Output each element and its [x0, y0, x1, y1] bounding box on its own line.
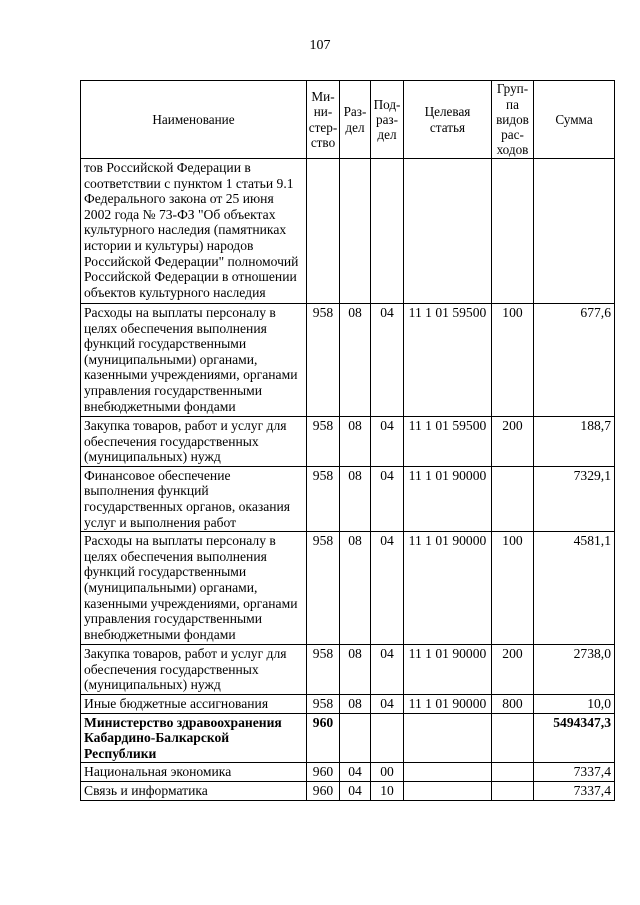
row-sum: 10,0	[534, 694, 615, 713]
budget-table	[80, 80, 615, 801]
table-row	[81, 417, 615, 467]
row-sum: 2738,0	[534, 645, 615, 695]
row-section: 08	[340, 694, 371, 713]
row-subsection: 04	[371, 417, 404, 467]
row-name: тов Российской Федерации в соответствии с пунктом 1 статьи 9.1 Федерального закона от 25 июня 2002 года № 73-ФЗ "Об объектах культурного наследия (памятниках истории и культуры) народов Российской Федерации" полномочий Российской Федерации в отношении объектов культурного наследия	[81, 159, 307, 304]
row-target	[404, 159, 492, 304]
row-group: 200	[492, 645, 534, 695]
row-section: 08	[340, 466, 371, 531]
row-name: Иные бюджетные ассигнования	[81, 694, 307, 713]
row-target: 11 1 01 59500	[404, 417, 492, 467]
row-ministry: 960	[307, 713, 340, 763]
row-subsection	[371, 713, 404, 763]
row-subsection: 04	[371, 694, 404, 713]
row-group: 800	[492, 694, 534, 713]
row-target: 11 1 01 90000	[404, 466, 492, 531]
row-name: Расходы на выплаты персоналу в целях обеспечения выполнения функций государственными (муниципальными) органами, казенными учреждениями, органами управления государственными внебюджетными фондами	[81, 532, 307, 645]
row-ministry: 960	[307, 781, 340, 800]
row-name: Закупка товаров, работ и услуг для обеспечения государственных (муниципальных) нужд	[81, 645, 307, 695]
row-group: 200	[492, 417, 534, 467]
row-group: 100	[492, 532, 534, 645]
row-subsection: 00	[371, 763, 404, 782]
row-group	[492, 713, 534, 763]
row-section	[340, 713, 371, 763]
row-subsection: 04	[371, 304, 404, 417]
row-subsection: 04	[371, 466, 404, 531]
row-ministry: 958	[307, 645, 340, 695]
table-row	[81, 159, 615, 304]
row-name: Связь и информатика	[81, 781, 307, 800]
row-sum: 7329,1	[534, 466, 615, 531]
row-sum: 7337,4	[534, 781, 615, 800]
row-ministry: 958	[307, 304, 340, 417]
row-name: Расходы на выплаты персоналу в целях обеспечения выполнения функций государственными (муниципальными) органами, казенными учреждениями, органами управления государственными внебюджетными фондами	[81, 304, 307, 417]
row-target	[404, 781, 492, 800]
row-name: Министерство здравоохранения Кабардино-Балкарской Республики	[81, 713, 307, 763]
header-group: Груп- па видов рас- ходов	[492, 81, 534, 159]
header-row	[81, 81, 615, 159]
row-sum	[534, 159, 615, 304]
row-section: 08	[340, 532, 371, 645]
row-group	[492, 159, 534, 304]
table-row	[81, 532, 615, 645]
row-sum: 5494347,3	[534, 713, 615, 763]
row-target: 11 1 01 59500	[404, 304, 492, 417]
row-sum: 677,6	[534, 304, 615, 417]
row-subsection: 10	[371, 781, 404, 800]
row-subsection	[371, 159, 404, 304]
table-row	[81, 645, 615, 695]
table-row	[81, 304, 615, 417]
row-ministry: 960	[307, 763, 340, 782]
table-row	[81, 763, 615, 782]
table-row	[81, 466, 615, 531]
header-name: Наименование	[81, 81, 307, 159]
row-name: Национальная экономика	[81, 763, 307, 782]
row-group	[492, 466, 534, 531]
header-section: Раз- дел	[340, 81, 371, 159]
header-target: Целевая статья	[404, 81, 492, 159]
row-sum: 188,7	[534, 417, 615, 467]
row-name: Закупка товаров, работ и услуг для обеспечения государственных (муниципальных) нужд	[81, 417, 307, 467]
row-ministry	[307, 159, 340, 304]
header-ministry: Ми- ни- стер- ство	[307, 81, 340, 159]
row-subsection: 04	[371, 645, 404, 695]
row-target	[404, 763, 492, 782]
row-target: 11 1 01 90000	[404, 645, 492, 695]
row-ministry: 958	[307, 417, 340, 467]
row-subsection: 04	[371, 532, 404, 645]
row-ministry: 958	[307, 532, 340, 645]
row-section: 04	[340, 781, 371, 800]
header-subsection: Под- раз- дел	[371, 81, 404, 159]
header-sum: Сумма	[534, 81, 615, 159]
row-ministry: 958	[307, 466, 340, 531]
row-group	[492, 763, 534, 782]
row-section: 08	[340, 645, 371, 695]
row-section: 04	[340, 763, 371, 782]
table-row	[81, 694, 615, 713]
row-sum: 7337,4	[534, 763, 615, 782]
row-name: Финансовое обеспечение выполнения функций государственных органов, оказания услуг и выполнения работ	[81, 466, 307, 531]
row-ministry: 958	[307, 694, 340, 713]
row-section: 08	[340, 417, 371, 467]
table-row	[81, 781, 615, 800]
page-number: 107	[309, 38, 331, 53]
row-section: 08	[340, 304, 371, 417]
row-target: 11 1 01 90000	[404, 694, 492, 713]
row-sum: 4581,1	[534, 532, 615, 645]
row-target: 11 1 01 90000	[404, 532, 492, 645]
row-group	[492, 781, 534, 800]
table-row	[81, 713, 615, 763]
row-group: 100	[492, 304, 534, 417]
row-section	[340, 159, 371, 304]
row-target	[404, 713, 492, 763]
